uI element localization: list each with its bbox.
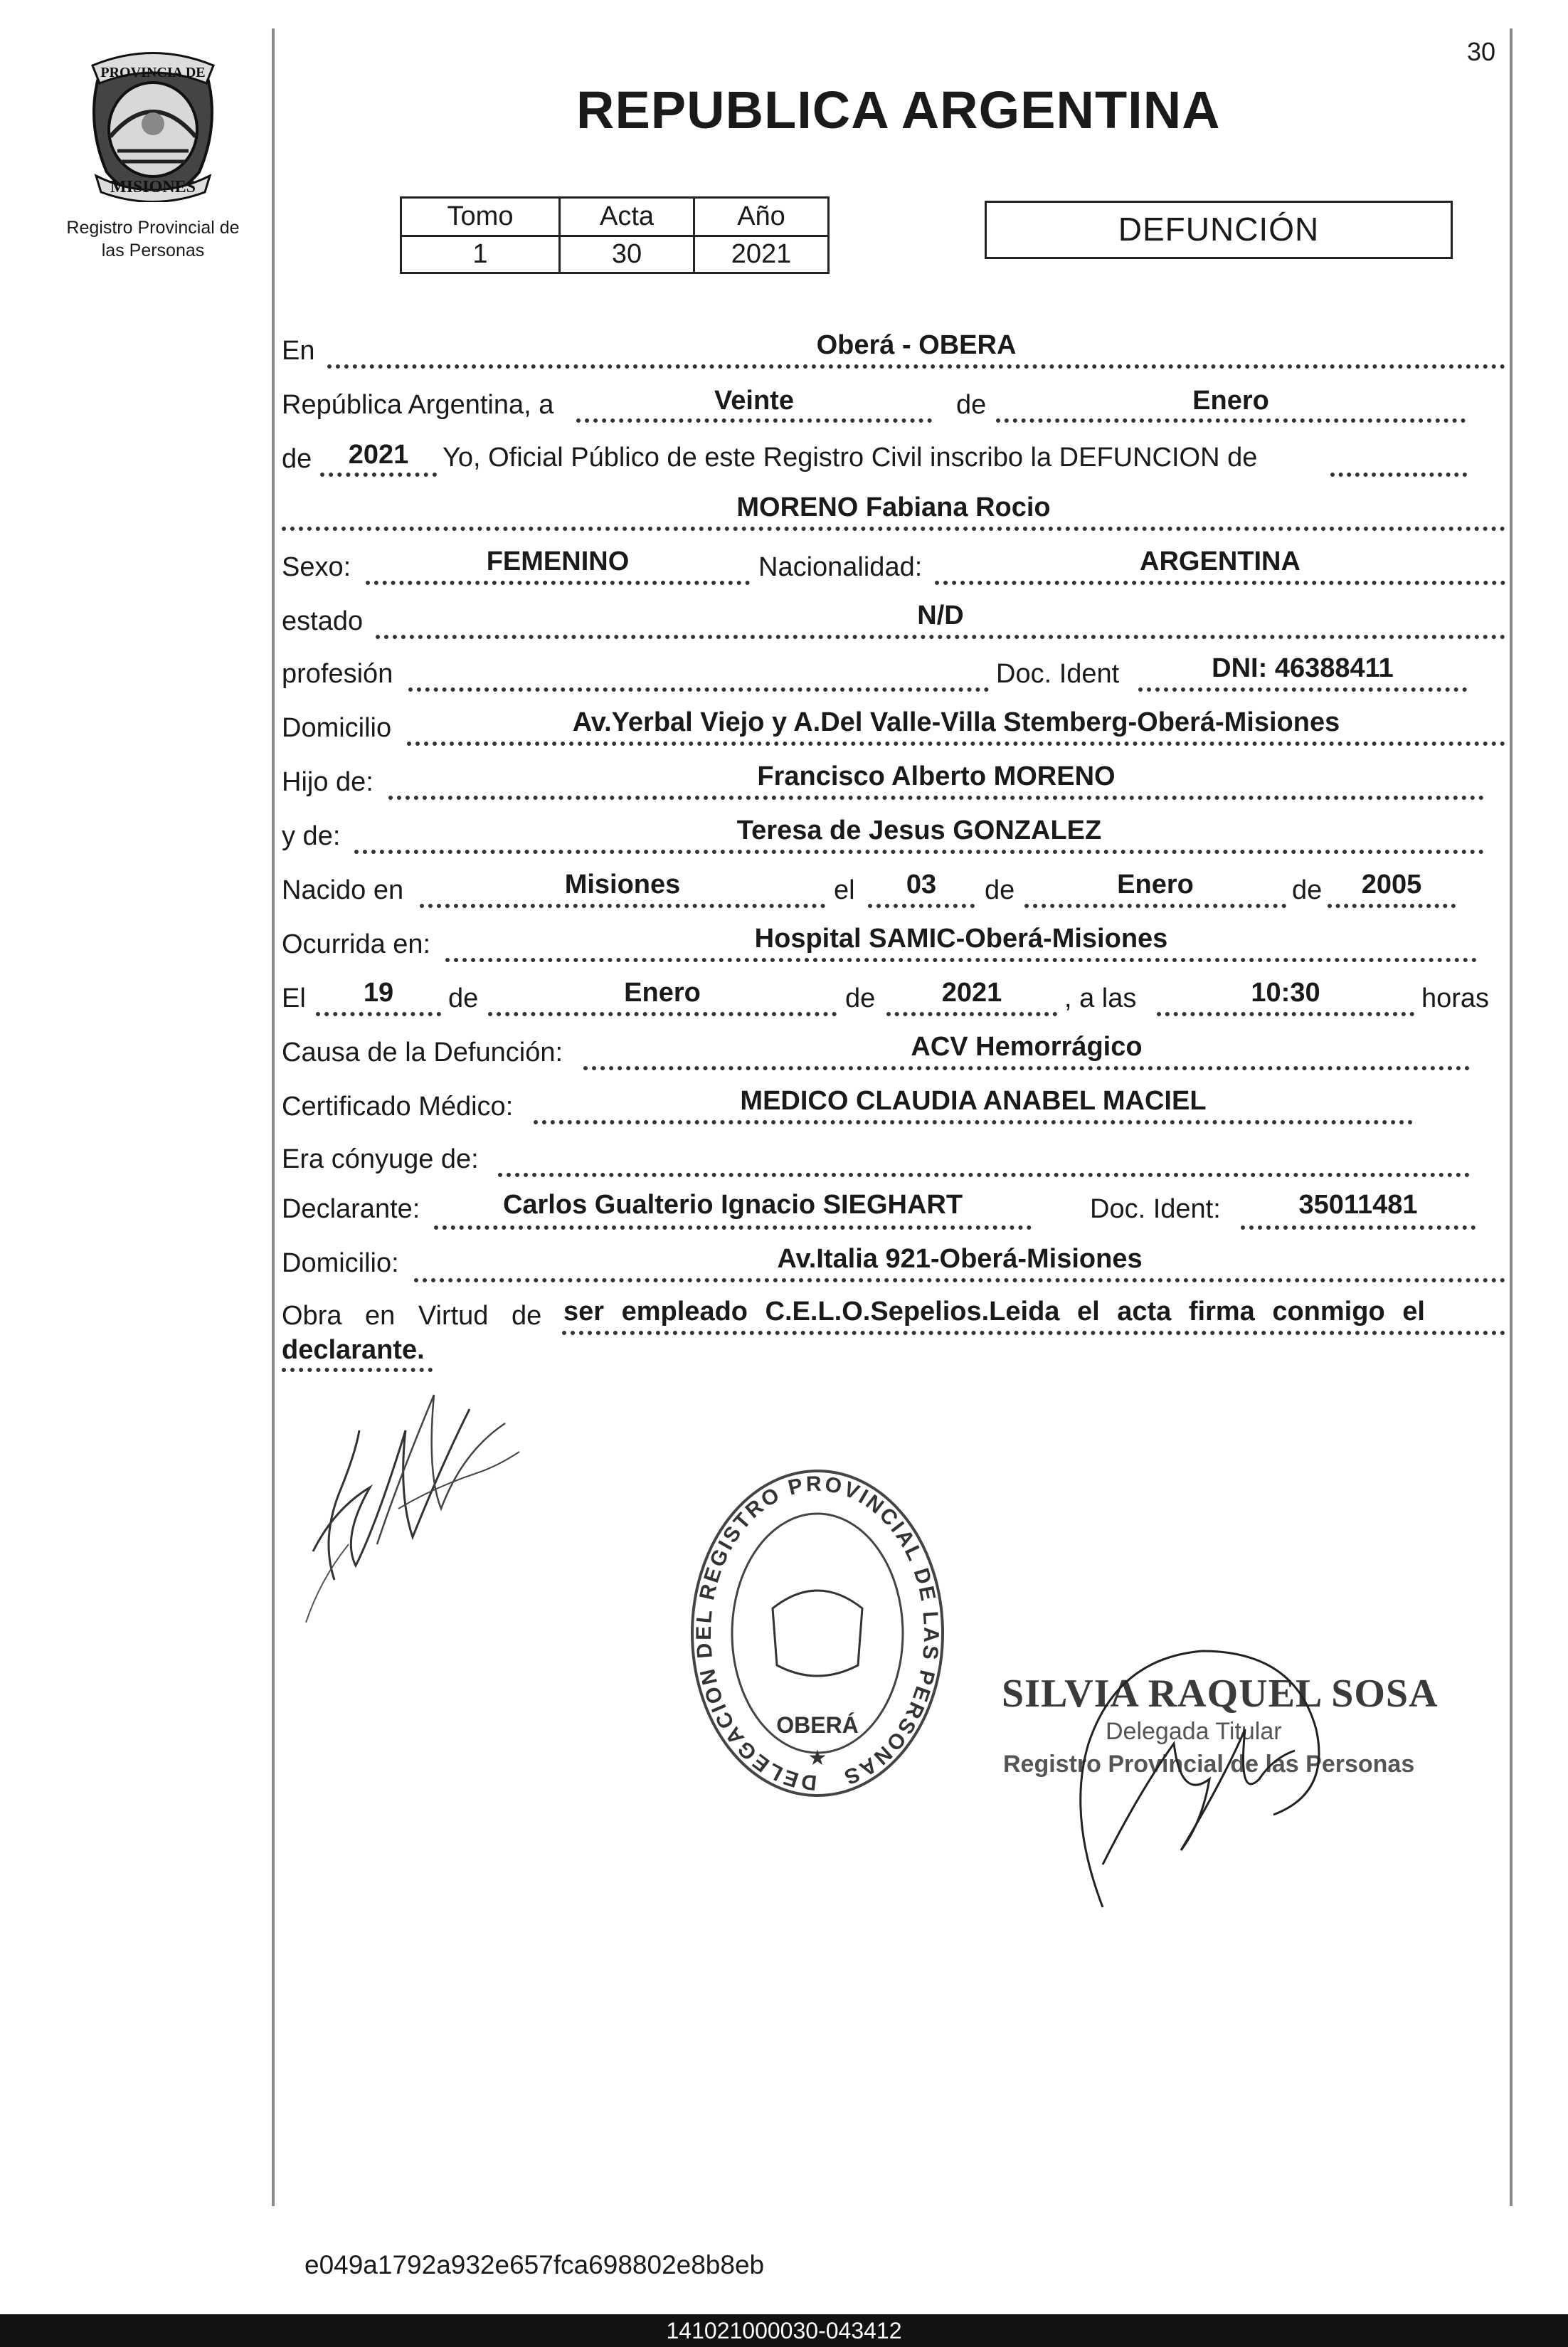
month-value: Enero xyxy=(1192,386,1269,416)
death-day-value: 19 xyxy=(363,978,394,1008)
logo-caption xyxy=(43,216,263,262)
declarante-doc-label: Doc. Ident: xyxy=(1090,1194,1221,1224)
oficial-text: Yo, Oficial Público de este Registro Civil inscribo la DEFUNCION de xyxy=(443,443,1258,473)
official-name: SILVIA RAQUEL SOSA xyxy=(1002,1672,1439,1716)
logo-caption-line2: las Personas xyxy=(101,241,205,260)
logo-caption-line1: Registro Provincial de xyxy=(66,218,240,238)
death-year-value: 2021 xyxy=(941,978,1002,1008)
doc-ident-label: Doc. Ident xyxy=(996,659,1120,689)
page-number: 30 xyxy=(1467,37,1496,66)
sexo-label: Sexo: xyxy=(282,552,351,582)
official-office: Registro Provincial de las Personas xyxy=(1003,1751,1415,1778)
logo-text-bottom: MISIONES xyxy=(110,178,196,196)
horas-label: horas xyxy=(1421,983,1490,1013)
profesion-dotted-line xyxy=(408,687,989,692)
death-month-value: Enero xyxy=(624,978,701,1008)
oficial-dotted-line xyxy=(1330,473,1467,477)
svg-text:★: ★ xyxy=(807,1746,827,1770)
birth-year-value: 2005 xyxy=(1361,870,1422,900)
official-signature xyxy=(1060,1566,1359,1921)
official-seal-stamp xyxy=(687,1466,948,1800)
decl-domicilio-label: Domicilio: xyxy=(282,1248,399,1278)
deceased-name: MORENO Fabiana Rocio xyxy=(736,492,1051,522)
page-title: REPUBLICA ARGENTINA xyxy=(576,80,1221,139)
name-dotted-line xyxy=(282,527,1505,531)
sexo-dotted-line xyxy=(366,581,750,585)
en-value: Oberá - OBERA xyxy=(816,330,1017,360)
yde-dotted-line xyxy=(354,850,1484,854)
obra-label: Obra en Virtud de xyxy=(282,1301,542,1331)
death-time-dotted-line xyxy=(1157,1012,1414,1016)
estado-value: N/D xyxy=(917,601,964,631)
conyuge-dotted-line xyxy=(498,1173,1470,1177)
death-time-value: 10:30 xyxy=(1251,978,1320,1008)
en-label: En xyxy=(282,336,315,366)
death-day-dotted-line xyxy=(316,1012,441,1016)
de-label-3: de xyxy=(985,875,1015,905)
el-cap-label: El xyxy=(282,983,306,1013)
barcode-strip xyxy=(0,2314,1568,2347)
profesion-label: profesión xyxy=(282,659,393,689)
registry-table xyxy=(400,196,830,274)
ocurrida-label: Ocurrida en: xyxy=(282,929,431,959)
de-label-2: de xyxy=(282,444,312,474)
causa-value: ACV Hemorrágico xyxy=(911,1032,1143,1062)
de-label-4: de xyxy=(1292,875,1323,905)
nacionalidad-value: ARGENTINA xyxy=(1140,547,1301,576)
day-value: Veinte xyxy=(714,386,794,416)
registry-header-anio: Año xyxy=(694,198,829,236)
month-dotted-line xyxy=(996,418,1466,423)
el-label: el xyxy=(834,875,855,905)
birth-month-dotted-line xyxy=(1024,904,1286,908)
nacido-value: Misiones xyxy=(564,870,681,900)
birth-year-dotted-line xyxy=(1328,904,1456,908)
registry-value-acta: 30 xyxy=(560,236,694,273)
misiones-coat-of-arms-logo xyxy=(78,44,228,202)
causa-dotted-line xyxy=(583,1066,1470,1070)
death-month-dotted-line xyxy=(488,1012,837,1016)
de-label-5: de xyxy=(448,983,479,1013)
year-value: 2021 xyxy=(348,440,409,470)
sexo-value: FEMENINO xyxy=(486,547,630,576)
republica-label: República Argentina, a xyxy=(282,390,554,420)
registry-header-row xyxy=(401,198,829,236)
domicilio-label: Domicilio xyxy=(282,713,392,743)
certificado-label: Certificado Médico: xyxy=(282,1092,514,1122)
death-year-dotted-line xyxy=(886,1012,1057,1016)
domicilio-dotted-line xyxy=(407,742,1505,746)
hijo-dotted-line xyxy=(388,796,1484,800)
doc-ident-dotted-line xyxy=(1138,687,1467,692)
decl-domicilio-dotted-line xyxy=(414,1278,1505,1282)
decl-domicilio-value: Av.Italia 921-Oberá-Misiones xyxy=(777,1244,1143,1274)
registry-value-row xyxy=(401,236,829,273)
document-hash: e049a1792a932e657fca698802e8b8eb xyxy=(304,2250,765,2279)
year-dotted-line xyxy=(320,473,437,477)
de-label-6: de xyxy=(845,983,876,1013)
birth-day-dotted-line xyxy=(868,904,975,908)
estado-label: estado xyxy=(282,606,364,636)
declarante-dotted-line xyxy=(434,1225,1032,1230)
declarante-label: Declarante: xyxy=(282,1194,420,1224)
day-dotted-line xyxy=(576,418,932,423)
declarante-value: Carlos Gualterio Ignacio SIEGHART xyxy=(502,1190,963,1220)
stamp-ring-text: DELEGACION DEL REGISTRO PROVINCIAL DE LAS PERSONAS xyxy=(692,1472,943,1795)
domicilio-value: Av.Yerbal Viejo y A.Del Valle-Villa Stemberg-Oberá-Misiones xyxy=(572,707,1340,737)
registry-header-tomo: Tomo xyxy=(401,198,560,236)
birth-month-value: Enero xyxy=(1117,870,1194,900)
declarante-doc-value: 35011481 xyxy=(1298,1190,1418,1220)
stamp-center-text: OBERÁ xyxy=(776,1712,859,1738)
registry-value-anio: 2021 xyxy=(694,236,829,273)
estado-dotted-line xyxy=(376,635,1505,639)
nacionalidad-dotted-line xyxy=(935,581,1505,585)
yde-label: y de: xyxy=(282,821,341,851)
obra-value-line1: ser empleado C.E.L.O.Sepelios.Leida el acta firma conmigo el xyxy=(563,1297,1425,1327)
logo-text-top: PROVINCIA DE xyxy=(100,65,206,80)
conyuge-label: Era cónyuge de: xyxy=(282,1144,479,1174)
certificado-dotted-line xyxy=(534,1120,1413,1124)
nacido-dotted-line xyxy=(420,904,825,908)
hijo-value: Francisco Alberto MORENO xyxy=(757,761,1116,791)
ocurrida-dotted-line xyxy=(445,958,1477,962)
record-type-box: DEFUNCIÓN xyxy=(985,201,1453,259)
causa-label: Causa de la Defunción: xyxy=(282,1038,563,1067)
birth-day-value: 03 xyxy=(906,870,937,900)
en-dotted-line xyxy=(327,364,1505,369)
left-margin-line xyxy=(272,28,275,2206)
right-margin-line xyxy=(1510,28,1513,2206)
declarant-signature xyxy=(292,1366,534,1651)
ocurrida-value: Hospital SAMIC-Oberá-Misiones xyxy=(754,924,1168,954)
barcode-text: 141021000030-043412 xyxy=(666,2318,902,2343)
nacido-label: Nacido en xyxy=(282,875,404,905)
official-role: Delegada Titular xyxy=(1106,1718,1282,1745)
yde-value: Teresa de Jesus GONZALEZ xyxy=(736,816,1102,845)
doc-ident-value: DNI: 46388411 xyxy=(1212,653,1394,683)
obra-value-line2: declarante. xyxy=(282,1335,425,1365)
certificado-value: MEDICO CLAUDIA ANABEL MACIEL xyxy=(740,1086,1207,1116)
registry-value-tomo: 1 xyxy=(401,236,560,273)
nacionalidad-label: Nacionalidad: xyxy=(758,552,923,582)
declarante-doc-dotted-line xyxy=(1241,1225,1476,1230)
registry-header-acta: Acta xyxy=(560,198,694,236)
alas-label: , a las xyxy=(1064,983,1137,1013)
de-label-1: de xyxy=(956,390,987,420)
hijo-label: Hijo de: xyxy=(282,767,374,797)
obra-dotted-line-1 xyxy=(562,1331,1505,1335)
